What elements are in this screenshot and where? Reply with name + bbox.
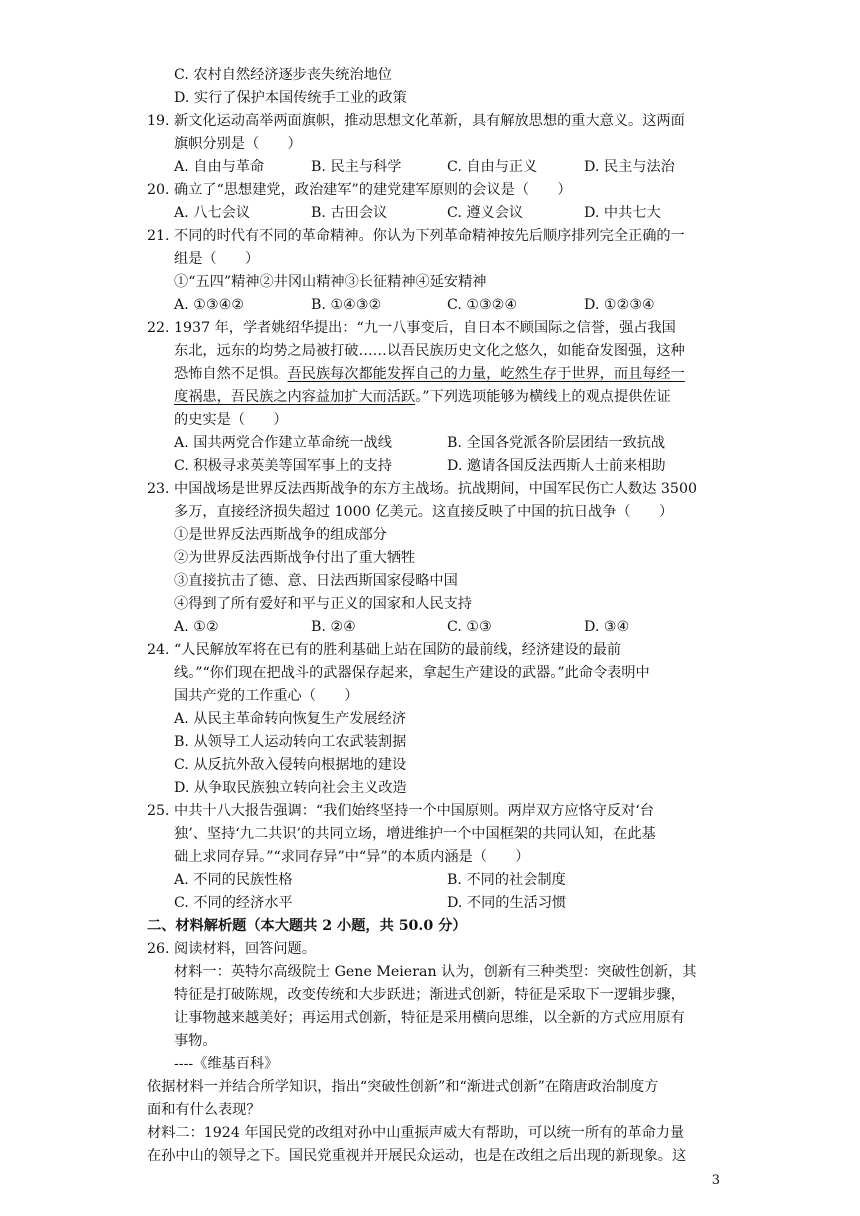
q23-option-b: B. ②④ (311, 619, 356, 635)
q21-number: 21. (147, 228, 170, 244)
q26-intro: 阅读材料，回答问题。 (174, 941, 316, 957)
q21-items: ①“五四”精神②井冈山精神③长征精神④延安精神 (174, 274, 487, 290)
q19-stem-line2: 旗帜分别是（ ） (174, 136, 302, 152)
q24-line2: 线。”“你们现在把战斗的武器保存起来，拿起生产建设的武器。”此命令表明中 (174, 665, 650, 681)
q22-number: 22. (147, 320, 170, 336)
q22-option-b: B. 全国各党派各阶层团结一致抗战 (447, 435, 666, 451)
q20-option-d: D. 中共七大 (584, 205, 661, 221)
q18-option-c: C. 农村自然经济逐步丧失统治地位 (174, 67, 392, 83)
section-heading: 二、材料解析题（本大题共 2 小题，共 50.0 分） (147, 918, 467, 934)
q25-line1: 中共十八大报告强调：“我们始终坚持一个中国原则。两岸双方应恪守反对‘台 (174, 803, 654, 819)
q22-line4-plain: 。”下列选项能够为横线上的观点提供佐证 (415, 389, 671, 405)
q24-option-c: C. 从反抗外敌入侵转向根据地的建设 (174, 757, 407, 773)
q25-option-c: C. 不同的经济水平 (174, 895, 293, 911)
q26-question1-line2: 面和有什么表现？ (147, 1102, 261, 1118)
q22-option-d: D. 邀请各国反法西斯人士前来相助 (447, 458, 666, 474)
page-number: 3 (711, 1173, 720, 1188)
q24-number: 24. (147, 642, 170, 658)
q25-line3: 础上求同存异。”“求同存异”中“异”的本质内涵是（ ） (174, 849, 530, 865)
q21-option-a: A. ①③④② (174, 297, 245, 313)
q19-option-b: B. 民主与科学 (311, 159, 402, 175)
q19-stem-line1: 新文化运动高举两面旗帜，推动思想文化革新，具有解放思想的重大意义。这两面 (174, 113, 685, 129)
q26-source: ----《维基百科》 (174, 1056, 279, 1072)
q22-line3-underlined: 吾民族每次都能发挥自己的力量，屹然生存于世界，而且每经一 (287, 366, 685, 382)
q25-option-b: B. 不同的社会制度 (447, 872, 566, 888)
q23-option-c: C. ①③ (447, 619, 492, 635)
q26-material2-line2: 在孙中山的领导之下。国民党重视并开展民众运动，也是在改组之后出现的新现象。这 (147, 1148, 687, 1164)
q20-stem: 确立了“思想建党，政治建军”的建党建军原则的会议是（ ） (174, 182, 572, 198)
q22-option-c: C. 积极寻求英美等国军事上的支持 (174, 458, 392, 474)
q19-option-d: D. 民主与法治 (584, 159, 675, 175)
q23-option-a: A. ①② (174, 619, 219, 635)
q25-option-a: A. 不同的民族性格 (174, 872, 293, 888)
q22-line5: 的史实是（ ） (174, 412, 288, 428)
q24-option-b: B. 从领导工人运动转向工农武装割据 (174, 734, 407, 750)
q22-line3 (174, 364, 685, 385)
q23-item-3: ③直接抗击了德、意、日法西斯国家侵略中国 (174, 573, 458, 589)
q22-line3-plain: 恐怖自然不足惧。 (174, 366, 288, 382)
q19-number: 19. (147, 113, 170, 129)
q26-question1-line1: 依据材料一并结合所学知识，指出“突破性创新”和“渐进式创新”在隋唐政治制度方 (147, 1079, 659, 1095)
q18-option-d: D. 实行了保护本国传统手工业的政策 (174, 90, 407, 106)
q26-material1-line3: 让事物越来越美好；再运用式创新，特征是采用横向思维，以全新的方式应用原有 (174, 1010, 685, 1026)
q23-item-1: ①是世界反法西斯战争的组成部分 (174, 527, 387, 543)
q21-option-b: B. ①④③② (311, 297, 382, 313)
q22-line1: 1937 年，学者姚绍华提出：“九一八事变后，自日本不顾国际之信誉，强占我国 (174, 320, 676, 336)
q26-material1-line1: 材料一：英特尔高级院士 Gene Meieran 认为，创新有三种类型：突破性创新，其 (174, 964, 697, 980)
q21-option-c: C. ①③②④ (447, 297, 518, 313)
q19-option-a: A. 自由与革命 (174, 159, 265, 175)
q23-line1: 中国战场是世界反法西斯战争的东方主战场。抗战期间，中国军民伤亡人数达 3500 (174, 481, 697, 497)
q19-option-c: C. 自由与正义 (447, 159, 538, 175)
q26-material2-line1: 材料二：1924 年国民党的改组对孙中山重振声威大有帮助，可以统一所有的革命力量 (147, 1125, 685, 1141)
q21-option-d: D. ①②③④ (584, 297, 655, 313)
q22-line2: 东北，远东的均势之局被打破……以吾民族历史文化之悠久，如能奋发图强，这种 (174, 343, 685, 359)
q22-line4 (174, 387, 671, 408)
q26-material1-line2: 特征是打破陈规，改变传统和大步跃进；渐进式创新，特征是采取下一逻辑步骤， (174, 987, 685, 1003)
q24-option-d: D. 从争取民族独立转向社会主义改造 (174, 780, 407, 796)
q25-number: 25. (147, 803, 170, 819)
q24-line3: 国共产党的工作重心（ ） (174, 688, 359, 704)
q20-option-c: C. 遵义会议 (447, 205, 524, 221)
q23-option-d: D. ③④ (584, 619, 630, 635)
q23-item-4: ④得到了所有爱好和平与正义的国家和人民支持 (174, 596, 472, 612)
q26-material1-line4: 事物。 (174, 1033, 217, 1049)
q23-number: 23. (147, 481, 170, 497)
q20-number: 20. (147, 182, 170, 198)
q24-option-a: A. 从民主革命转向恢复生产发展经济 (174, 711, 407, 727)
q20-option-a: A. 八七会议 (174, 205, 251, 221)
q21-stem-line2: 组是（ ） (174, 251, 260, 267)
q23-item-2: ②为世界反法西斯战争付出了重大牺牲 (174, 550, 416, 566)
q21-stem-line1: 不同的时代有不同的革命精神。你认为下列革命精神按先后顺序排列完全正确的一 (174, 228, 685, 244)
q20-option-b: B. 古田会议 (311, 205, 388, 221)
q25-line2: 独’、坚持‘九二共识’的共同立场，增进维护一个中国框架的共同认知，在此基 (174, 826, 656, 842)
q25-option-d: D. 不同的生活习惯 (447, 895, 567, 911)
q23-line2: 多万，直接经济损失超过 1000 亿美元。这直接反映了中国的抗日战争（ ） (174, 504, 674, 520)
q26-number: 26. (147, 941, 170, 957)
q24-line1: “人民解放军将在已有的胜利基础上站在国防的最前线，经济建设的最前 (174, 642, 622, 658)
q22-option-a: A. 国共两党合作建立革命统一战线 (174, 435, 392, 451)
q22-line4-underlined: 度祸患，吾民族之内容益加扩大而活跃 (174, 389, 416, 405)
